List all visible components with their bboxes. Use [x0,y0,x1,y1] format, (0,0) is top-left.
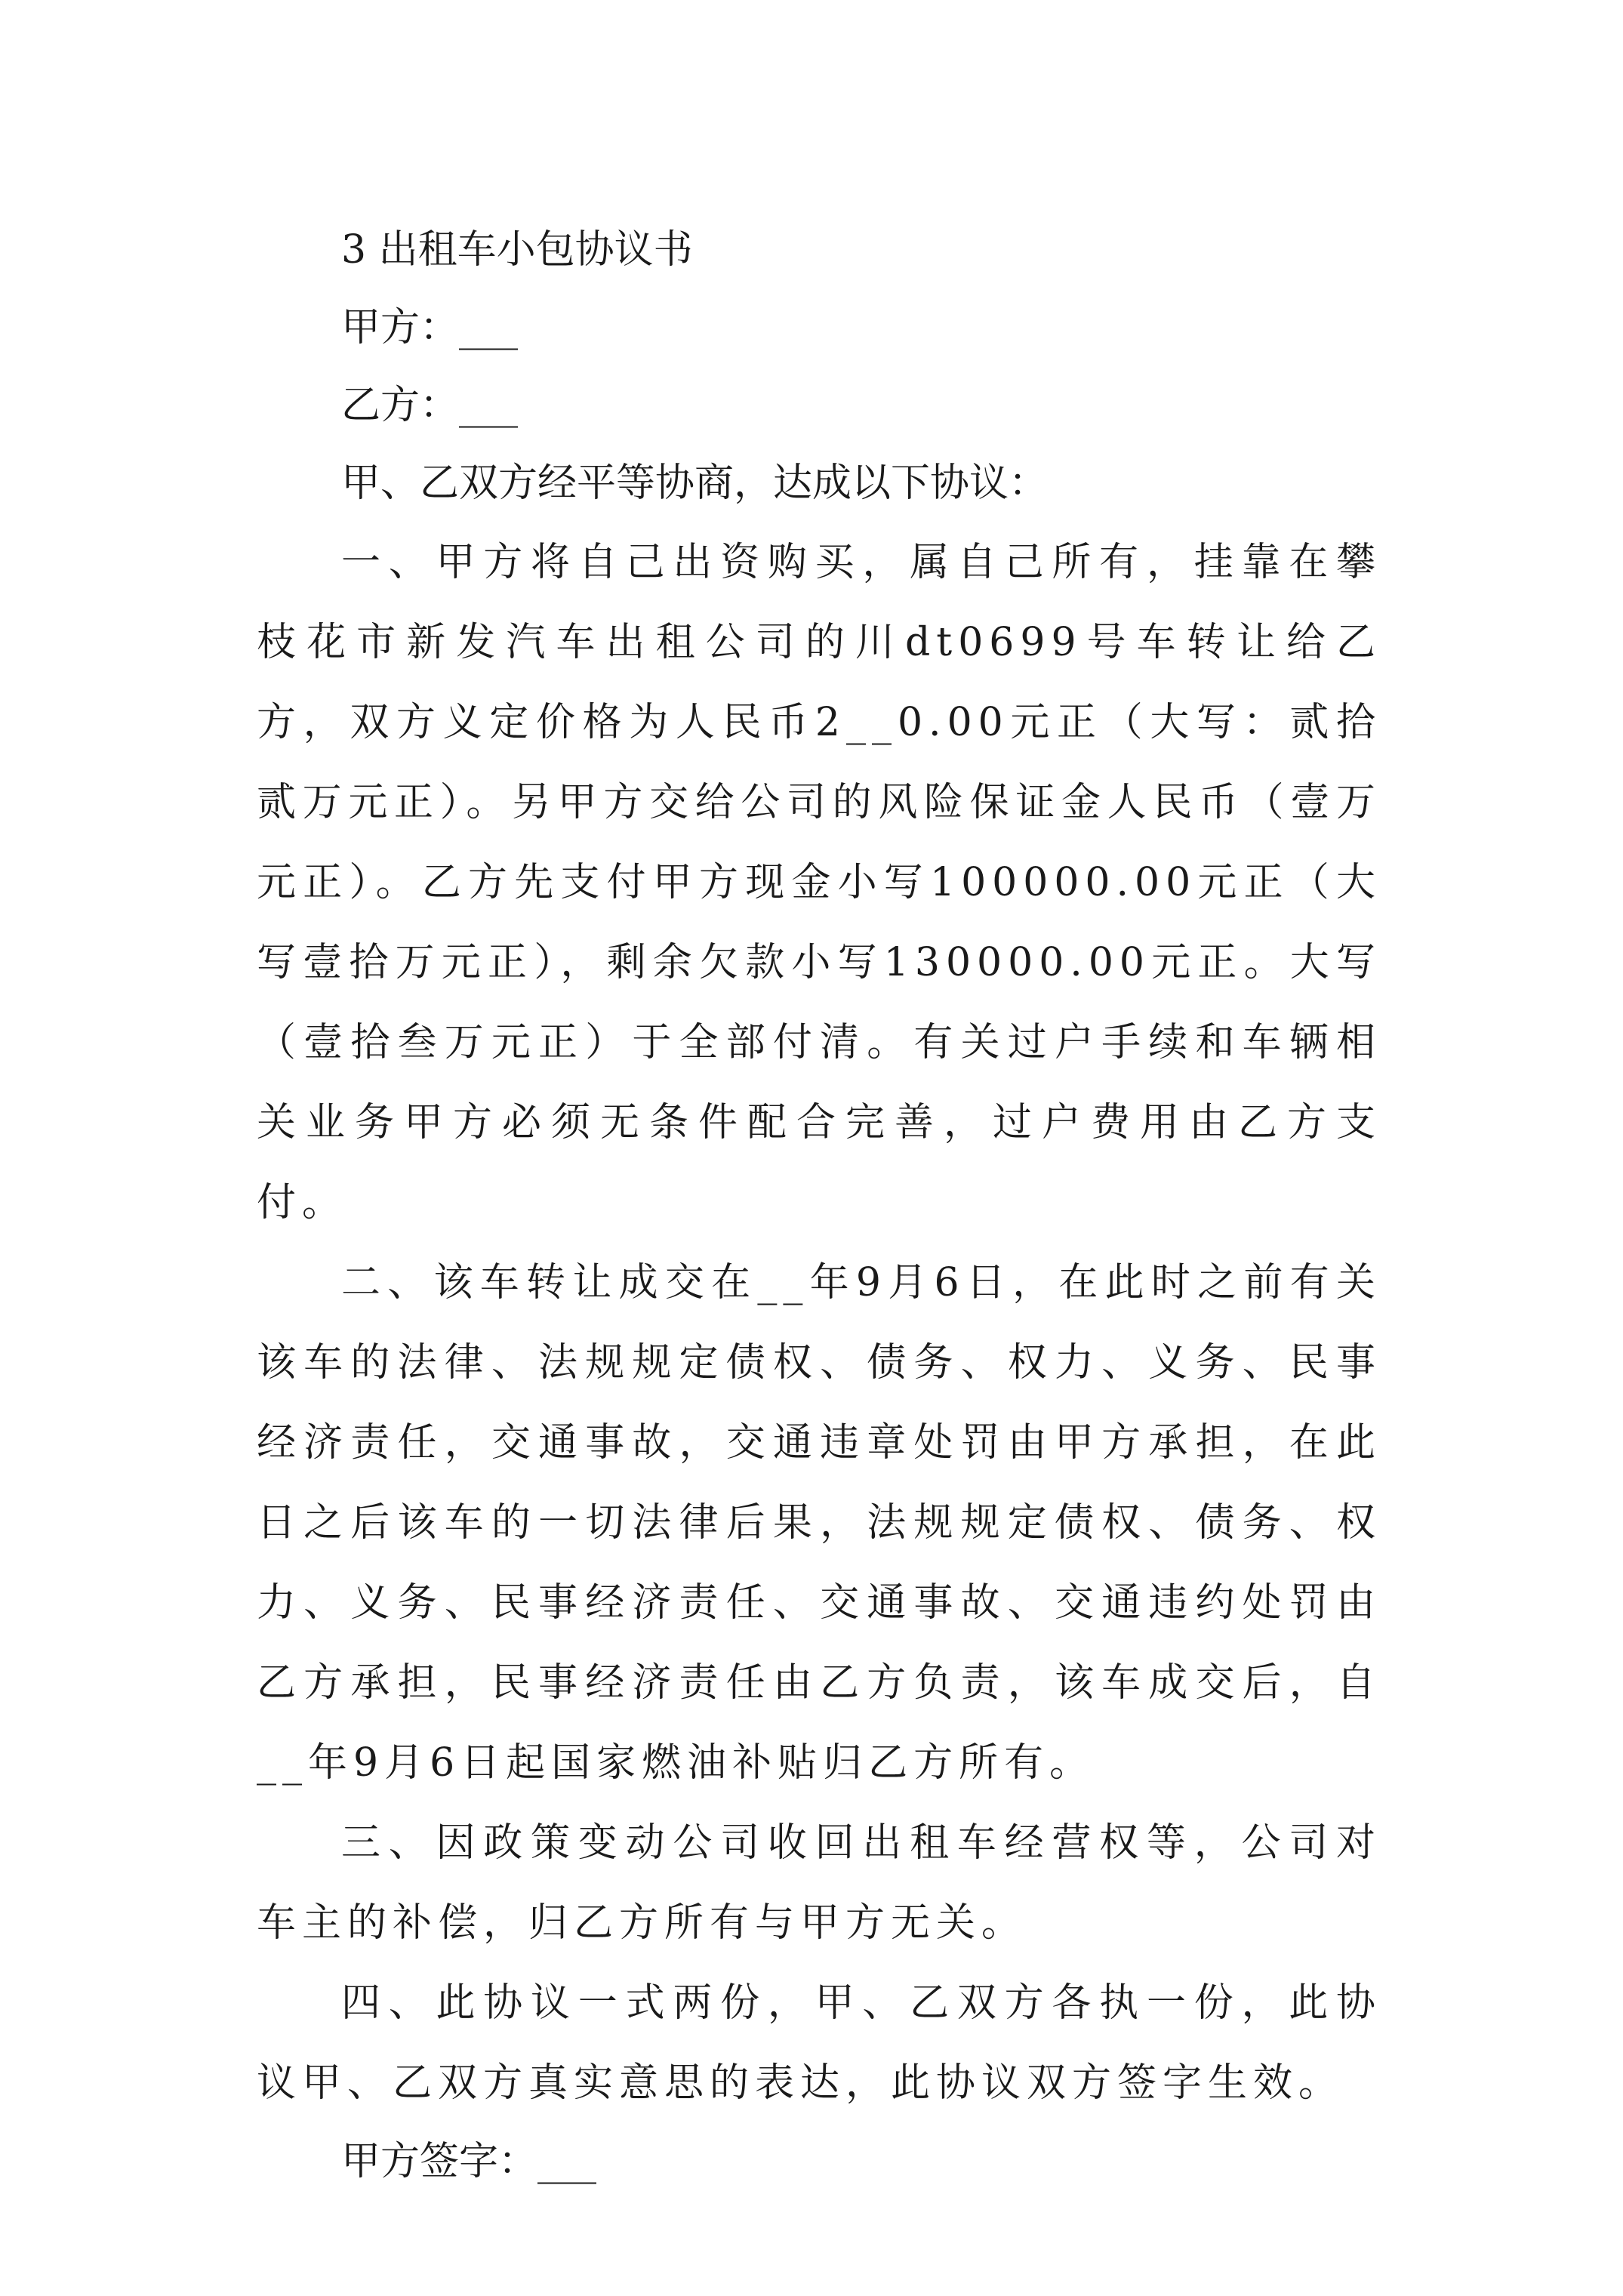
signature-a-line: 甲方签字：___ [341,2139,597,2184]
clause-3-paragraph: 三、因政策变动公司收回出租车经营权等，公司对车主的补偿，归乙方所有与甲方无关。 [257,1820,1381,1946]
clause-2-paragraph: 二、该车转让成交在__年9月6日，在此时之前有关该车的法律、法规规定债权、债务、权力、义务、民事经济责任，交通事故，交通违章处罚由甲方承担，在此日之后该车的一切法律后果，法规规定债权、债务、权力、义务、民事经济责任、交通事故、交通违约处罚由乙方承担，民事经济责任由乙方负责，该车成交后，自__年9月6日起国家燃油补贴归乙方所有。 [257,1260,1381,1786]
intro-line: 甲、乙双方经平等协商，达成以下协议： [341,461,1049,506]
clause-1-paragraph: 一、甲方将自己出资购买，属自己所有，挂靠在攀枝花市新发汽车出租公司的川dt0699号车转让给乙方，双方义定价格为人民币2__0.00元正（大写：贰拾贰万元正）。另甲方交给公司的风险保证金人民币（壹万元正）。乙方先支付甲方现金小写100000.00元正（大写壹拾万元正），剩余欠款小写130000.00元正。大写（壹拾叁万元正）于全部付清。有关过户手续和车辆相关业务甲方必须无条件配合完善，过户费用由乙方支付。 [257,540,1381,1225]
clause-4-paragraph: 四、此协议一式两份，甲、乙双方各执一份，此协议甲、乙双方真实意思的表达，此协议双方签字生效。 [257,1980,1381,2106]
party-b-line: 乙方：___ [341,383,519,428]
document-title: 3 出租车小包协议书 [341,227,693,273]
document-page [257,211,1381,2201]
party-a-line: 甲方：___ [341,305,519,350]
